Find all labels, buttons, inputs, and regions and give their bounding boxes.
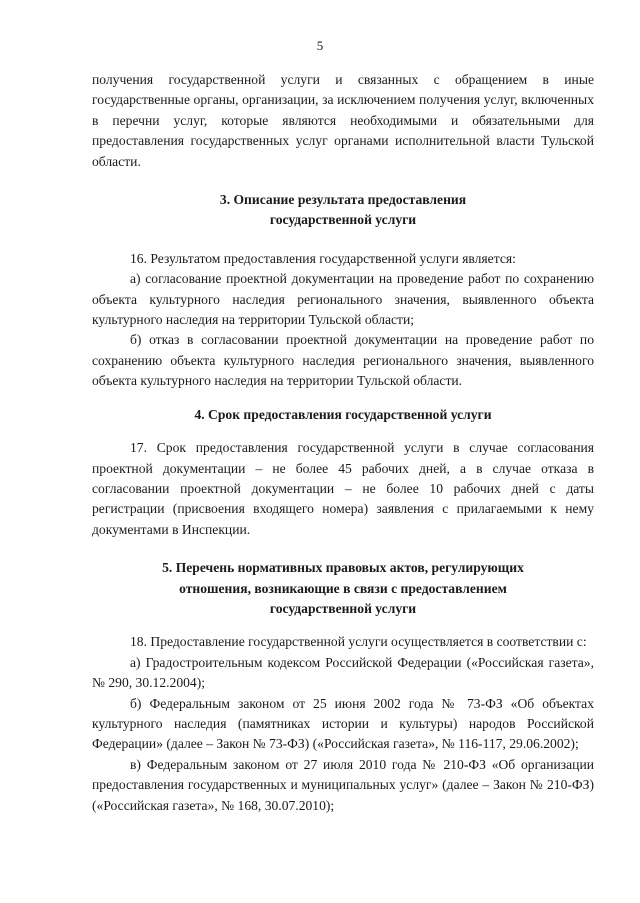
section-5-heading-line-2: отношения, возникающие в связи с предоставлением xyxy=(179,580,507,596)
section-5-heading-line-1: 5. Перечень нормативных правовых актов, регулирующих xyxy=(162,560,524,576)
paragraph-18a: а) Градостроительным кодексом Российской Федерации («Российская газета», № 290, 30.12.2004); xyxy=(92,654,594,691)
section-3-heading-line-1: 3. Описание результата предоставления xyxy=(219,192,467,208)
section-3-heading xyxy=(92,190,594,231)
page-number: 5 xyxy=(316,38,324,53)
section-3-heading-line-2: государственной услуги xyxy=(269,212,417,228)
document-body xyxy=(92,70,594,816)
paragraph-16a: а) согласование проектной документации на проведение работ по сохранению объекта культурного наследия регионального значения, выявленного объекта культурного наследия на территории Тульской области; xyxy=(92,271,594,328)
paragraph-18b: б) Федеральным законом от 25 июня 2002 года № 73-ФЗ «Об объектах культурного наследия (памятниках истории и культуры) народов Российской Федерации» (далее – Закон № 73-ФЗ) («Российская газета», № 116-117, 29.06.2002); xyxy=(92,695,594,752)
paragraph-18: 18. Предоставление государственной услуги осуществляется в соответствии с: xyxy=(130,634,587,650)
section-4-heading: 4. Срок предоставления государственной услуги xyxy=(194,406,492,422)
section-5-heading-line-3: государственной услуги xyxy=(269,600,417,616)
paragraph-16: 16. Результатом предоставления государственной услуги является: xyxy=(130,250,516,266)
section-5-heading xyxy=(92,558,594,619)
paragraph-18c: в) Федеральным законом от 27 июля 2010 года № 210-ФЗ «Об организации предоставления государственных и муниципальных услуг» (далее – Закон № 210-ФЗ) («Российская газета», № 168, 30.07.2010); xyxy=(92,756,594,813)
paragraph-17: 17. Срок предоставления государственной услуги в случае согласования проектной документации – не более 45 рабочих дней, а в случае отказа в согласовании проектной документации – не более 10 рабочих дней с даты регистрации (присвоения входящего номера) заявления с прилагаемыми к нему документами в Инспекции. xyxy=(92,440,594,537)
intro-paragraph: получения государственной услуги и связанных с обращением в иные государственные органы, организации, за исключением получения услуг, включенных в перечни услуг, которые являются необходимыми и обязательными для предоставления государственных услуг органами исполнительной власти Тульской области. xyxy=(92,72,594,169)
paragraph-16b: б) отказ в согласовании проектной документации на проведение работ по сохранению объекта культурного наследия регионального значения, выявленного объекта культурного наследия на территории Тульской области. xyxy=(92,332,594,389)
